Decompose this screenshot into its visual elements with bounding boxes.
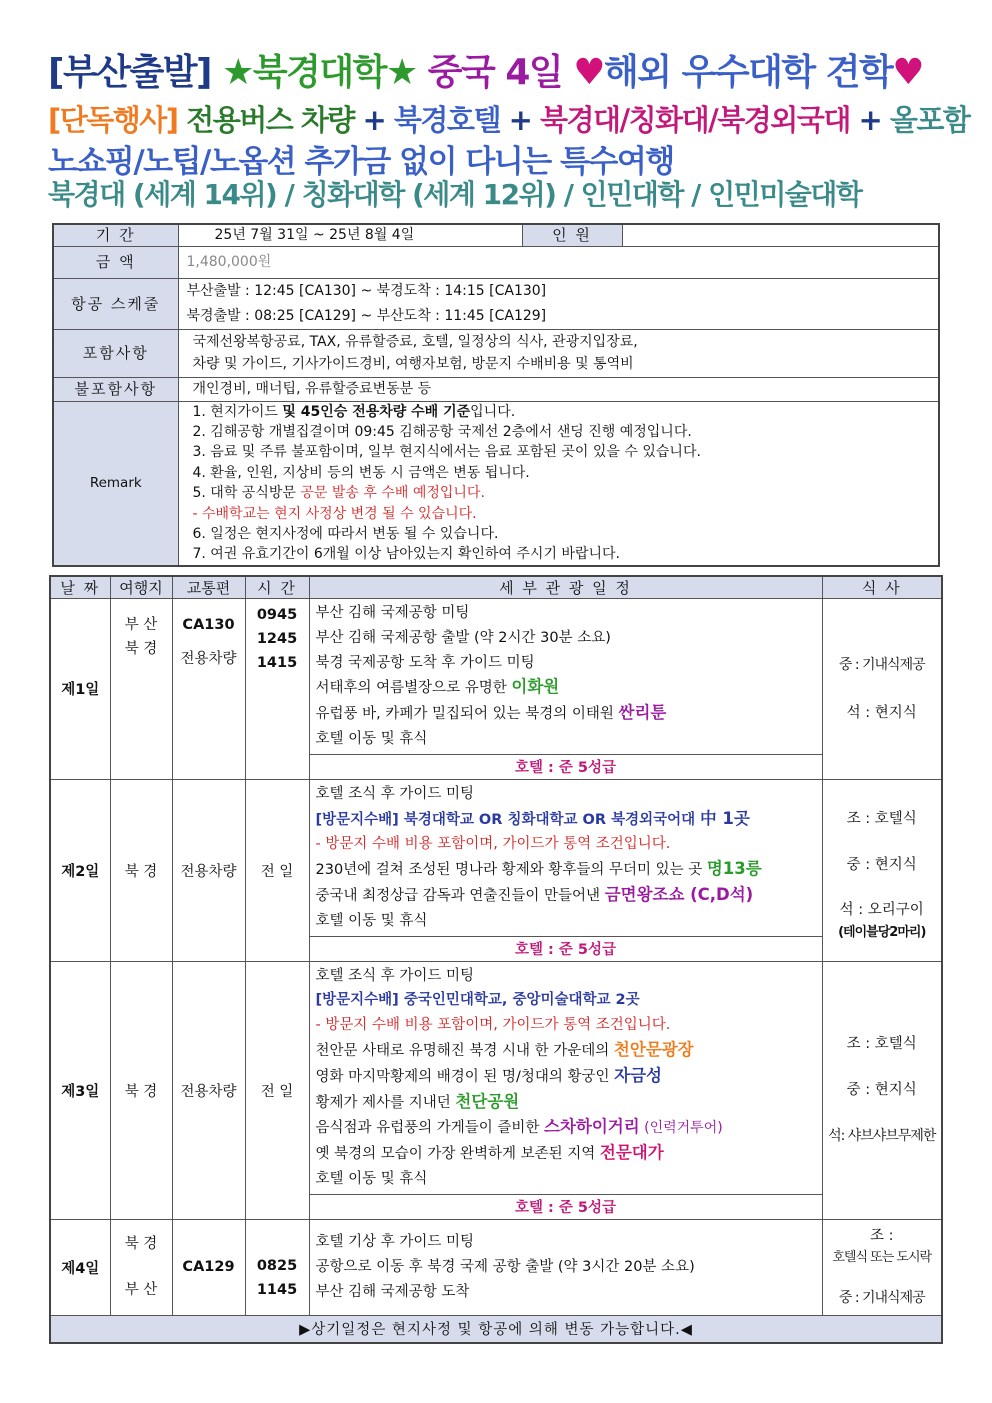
- trip-theme: 해외 우수대학 견학: [604, 52, 893, 93]
- itinerary-item: [방문지수배] 중국인민대학교, 중앙미술대학교 2곳: [315, 992, 640, 1009]
- col-meal: 식 사: [822, 576, 942, 599]
- flight-outbound: 부산출발 : 12:45 [CA130] ~ 북경도착 : 14:15 [CA130]: [186, 282, 547, 299]
- remark-item: 2. 김해공항 개별집결이며 09:45 김해공항 국제선 2층에서 샌딩 진행 예정입니다.: [192, 423, 692, 440]
- meal: 석 : 현지식: [846, 704, 917, 721]
- meal: 중 : 현지식: [846, 857, 917, 874]
- itinerary-item: 호텔 이동 및 휴식: [315, 730, 428, 747]
- flight-code: CA129: [172, 1219, 245, 1315]
- itinerary-item: 공항으로 이동 후 북경 국제 공항 출발 (약 3시간 20분 소요): [315, 1258, 695, 1275]
- meal: 중 : 현지식: [846, 1082, 917, 1099]
- hotel-note: 호텔 : 준 5성급: [309, 936, 822, 961]
- time: 0825: [256, 1257, 298, 1274]
- meal: 호텔식 또는 도시락: [832, 1250, 932, 1266]
- time: 전 일: [245, 779, 309, 961]
- col-place: 여행지: [110, 576, 172, 599]
- period-value: 25년 7월 31일 ~ 25년 8월 4일: [178, 224, 522, 246]
- meal: 석 : 오리구이: [839, 902, 924, 919]
- title-line-3: 노쇼핑/노팁/노옵션 추가금 없이 다니는 특수여행: [48, 144, 674, 180]
- people-value: [622, 224, 939, 246]
- university-tag: ★북경대학★: [222, 52, 417, 93]
- itinerary-item: 호텔 조식 후 가이드 미팅: [315, 785, 475, 802]
- flight-label: 항공 스케줄: [53, 278, 178, 329]
- heart-icon: ♥: [573, 52, 605, 93]
- remark-item: 4. 환율, 인원, 지상비 등의 변동 시 금액은 변동 됩니다.: [192, 464, 530, 481]
- col-transport: 교통편: [172, 576, 245, 599]
- all-inclusive-feature: 올포함: [889, 103, 970, 137]
- transport: 전용차량: [172, 779, 245, 961]
- excluded-value: 개인경비, 매너팁, 유류할증료변동분 등: [178, 377, 939, 401]
- remark-label: Remark: [53, 401, 178, 566]
- transport: 전용차량: [172, 961, 245, 1219]
- itinerary-item: 중국내 최정상급 감독과 연출진들이 만들어낸 금면왕조쇼 (C,D석): [315, 884, 754, 904]
- itinerary-item: - 방문지 수배 비용 포함이며, 가이드가 통역 조건입니다.: [315, 836, 671, 853]
- itinerary-item: 부산 김해 국제공항 도착: [315, 1283, 470, 1300]
- itinerary-item: - 방문지 수배 비용 포함이며, 가이드가 통역 조건입니다.: [315, 1017, 671, 1034]
- col-date: 날 짜: [50, 576, 110, 599]
- place: 부 산: [124, 617, 158, 633]
- transport: 전용차량: [180, 651, 237, 667]
- meal: 조 : 호텔식: [846, 1036, 917, 1053]
- itinerary-item: 음식점과 유럽풍의 가게들이 즐비한 스차하이거리 (인력거투어): [315, 1117, 723, 1137]
- day-row: [50, 599, 942, 755]
- time: 전 일: [245, 961, 309, 1219]
- meal: 조 : 호텔식: [846, 811, 917, 828]
- plus-sign: +: [508, 103, 532, 137]
- title-line-4: 북경대 (세계 14위) / 칭화대학 (세계 12위) / 인민대학 / 인민미술대학: [48, 178, 862, 211]
- flight-code: CA130: [182, 617, 235, 633]
- meal: 석: 샤브샤브무제한: [828, 1128, 936, 1145]
- plus-sign: +: [362, 103, 386, 137]
- meal: (테이블당2마리): [838, 925, 926, 941]
- title-line-1: [48, 44, 923, 95]
- meal: 중 : 기내식제공: [838, 1290, 925, 1307]
- included-line: 국제선왕복항공료, TAX, 유류할증료, 호텔, 일정상의 식사, 관광지입장료,: [192, 334, 638, 350]
- day-row: [50, 779, 942, 936]
- title-line-2: [48, 98, 969, 139]
- remark-item: 7. 여권 유효기간이 6개월 이상 남아있는지 확인하여 주시기 바랍니다.: [192, 546, 620, 563]
- university-feature: 북경대/칭화대/북경외국대: [540, 103, 850, 137]
- itinerary-item: 옛 북경의 모습이 가장 완벽하게 보존된 지역 전문대가: [315, 1143, 664, 1163]
- itinerary-item: 230년에 걸쳐 조성된 명나라 황제와 황후들의 무더미 있는 곳 명13릉: [315, 859, 762, 879]
- included-label: 포함사항: [53, 329, 178, 377]
- price-label: 금 액: [53, 246, 178, 278]
- people-label: 인 원: [522, 224, 622, 246]
- meal: 중 : 기내식제공: [838, 656, 925, 673]
- place: 북 경: [124, 641, 158, 657]
- flight-return: 북경출발 : 08:25 [CA129] ~ 부산도착 : 11:45 [CA129]: [186, 307, 547, 324]
- col-detail: 세 부 관 광 일 정: [309, 576, 822, 599]
- place: 북 경: [110, 961, 172, 1219]
- itinerary-table: [49, 575, 943, 1344]
- itinerary-item: 부산 김해 국제공항 미팅: [315, 605, 470, 621]
- hotel-note: 호텔 : 준 5성급: [309, 754, 822, 779]
- itinerary-item: 호텔 기상 후 가이드 미팅: [315, 1234, 475, 1251]
- bus-feature: 전용버스 차량: [186, 103, 354, 137]
- itinerary-footer-note: ▶상기일정은 현지사정 및 항공에 의해 변동 가능합니다.◀: [50, 1315, 942, 1343]
- itinerary-item: 호텔 이동 및 휴식: [315, 912, 428, 929]
- period-label: 기 간: [53, 224, 178, 246]
- included-line: 차량 및 가이드, 기사가이드경비, 여행자보험, 방문지 수배비용 및 통역비: [192, 356, 634, 372]
- day-label: 제4일: [50, 1219, 110, 1315]
- place: 부 산: [124, 1282, 158, 1299]
- day-row: [50, 961, 942, 1194]
- col-time: 시 간: [245, 576, 309, 599]
- place: 북 경: [110, 779, 172, 961]
- meal: 조 :: [869, 1228, 894, 1245]
- time: 1145: [256, 1281, 298, 1298]
- itinerary-item: 천안문 사태로 유명해진 북경 시내 한 가운데의 천안문광장: [315, 1039, 694, 1059]
- itinerary-item: 영화 마지막황제의 배경이 된 명/청대의 황궁인 자금성: [315, 1065, 662, 1085]
- departure-tag: [부산출발]: [48, 52, 212, 93]
- itinerary-item: 부산 김해 국제공항 출발 (약 2시간 30분 소요): [315, 629, 611, 646]
- remark-item: 5. 대학 공식방문 공문 발송 후 수배 예정입니다.: [192, 485, 485, 502]
- trip-duration: 중국 4일: [427, 52, 563, 93]
- remark-item: 1. 현지가이드 및 45인승 전용차량 수배 기준입니다.: [192, 403, 516, 420]
- time: 0945: [256, 607, 298, 623]
- excluded-label: 불포함사항: [53, 377, 178, 401]
- day-label: 제2일: [50, 779, 110, 961]
- itinerary-item: 유럽풍 바, 카페가 밀집되어 있는 북경의 이태원 싼리툰: [315, 703, 667, 723]
- plus-sign: +: [858, 103, 882, 137]
- trip-info-table: [52, 223, 940, 567]
- itinerary-item: 황제가 제사를 지내던 천단공원: [315, 1091, 520, 1111]
- place: 북 경: [124, 1236, 158, 1253]
- remark-item: 6. 일정은 현지사정에 따라서 변동 될 수 있습니다.: [192, 525, 499, 542]
- remark-item: - 수배학교는 현지 사정상 변경 될 수 있습니다.: [192, 505, 477, 522]
- day-label: 제3일: [50, 961, 110, 1219]
- hotel-note: 호텔 : 준 5성급: [309, 1194, 822, 1219]
- time: 1245: [256, 631, 298, 647]
- itinerary-item: 서태후의 여름별장으로 유명한 이화원: [315, 677, 560, 697]
- hotel-feature: 북경호텔: [393, 103, 500, 137]
- itinerary-item: 호텔 이동 및 휴식: [315, 1170, 428, 1187]
- day-label: 제1일: [50, 599, 110, 780]
- time: 1415: [256, 655, 298, 671]
- itinerary-item: 북경 국제공항 도착 후 가이드 미팅: [315, 654, 535, 671]
- remark-item: 3. 음료 및 주류 불포함이며, 일부 현지식에서는 음료 포함된 곳이 있을 수 있습니다.: [192, 444, 701, 461]
- itinerary-item: [방문지수배] 북경대학교 OR 칭화대학교 OR 북경외국어대 中 1곳: [315, 808, 750, 828]
- itinerary-item: 호텔 조식 후 가이드 미팅: [315, 967, 475, 984]
- heart-icon: ♥: [892, 52, 924, 93]
- price-value: 1,480,000원: [178, 246, 939, 278]
- day-row: [50, 1219, 942, 1315]
- exclusive-tag: [단독행사]: [48, 103, 178, 137]
